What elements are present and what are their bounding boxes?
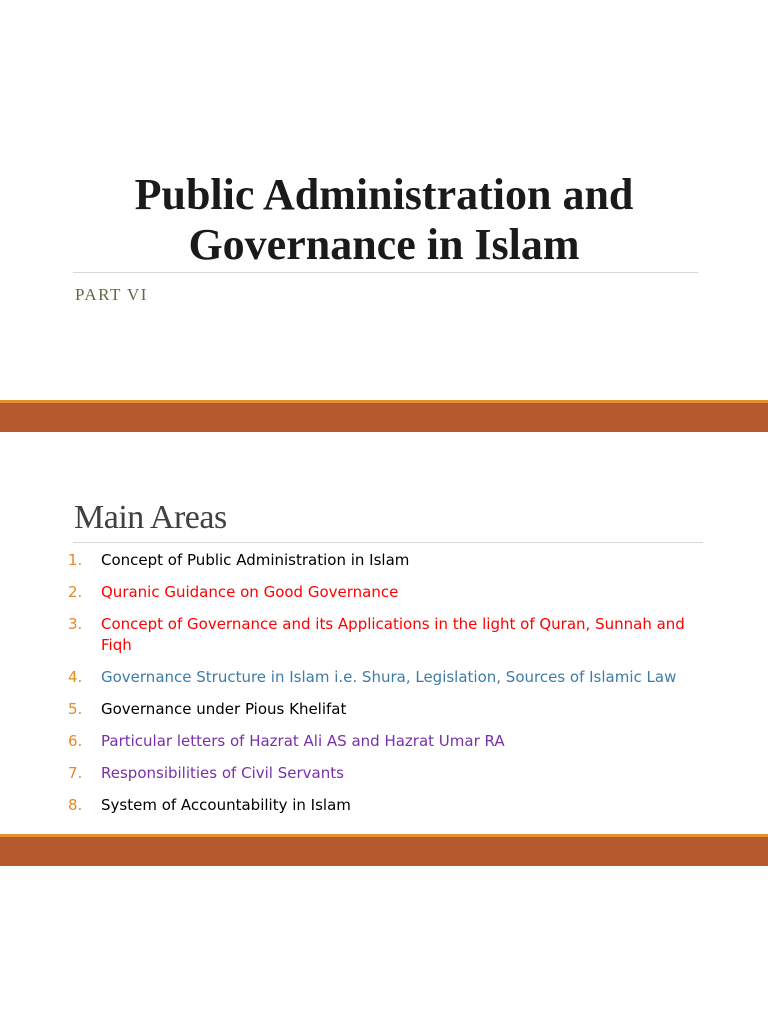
slide-subtitle: PART VI [75, 285, 148, 304]
list-item-number: 7. [68, 764, 83, 782]
main-areas-slide [0, 432, 768, 834]
list-item-number: 2. [68, 583, 83, 601]
list-item-number: 1. [68, 551, 83, 569]
title-line-2: Governance in Islam [188, 220, 580, 269]
list-item [68, 550, 688, 571]
slide-separator-band [0, 400, 768, 432]
title-line-1: Public Administration and [134, 170, 634, 219]
list-item-text: Quranic Guidance on Good Governance [101, 583, 399, 601]
next-slide-blank [0, 866, 768, 1024]
list-item-number: 5. [68, 700, 83, 718]
list-item-text: Responsibilities of Civil Servants [101, 764, 344, 782]
list-item-text: System of Accountability in Islam [101, 796, 351, 814]
list-item [68, 667, 688, 688]
list-item [68, 731, 688, 752]
list-item [68, 699, 688, 720]
list-item-number: 6. [68, 732, 83, 750]
list-item-text: Governance Structure in Islam i.e. Shura, Legislation, Sources of Islamic Law [101, 668, 677, 686]
list-item-number: 3. [68, 615, 83, 633]
main-areas-list [68, 550, 688, 827]
slide-title [40, 170, 728, 270]
list-item-number: 8. [68, 796, 83, 814]
title-slide [0, 0, 768, 400]
list-item-text: Concept of Public Administration in Islam [101, 551, 410, 569]
heading-divider [73, 542, 703, 543]
list-item-text: Concept of Governance and its Applications in the light of Quran, Sunnah and Fiqh [101, 615, 685, 654]
list-item-number: 4. [68, 668, 83, 686]
list-item-text: Particular letters of Hazrat Ali AS and Hazrat Umar RA [101, 732, 505, 750]
list-item [68, 614, 688, 656]
list-item [68, 763, 688, 784]
slide-separator-band [0, 834, 768, 866]
title-divider [73, 272, 698, 273]
list-item [68, 582, 688, 603]
main-areas-heading: Main Areas [74, 499, 227, 536]
list-item [68, 795, 688, 816]
list-item-text: Governance under Pious Khelifat [101, 700, 347, 718]
